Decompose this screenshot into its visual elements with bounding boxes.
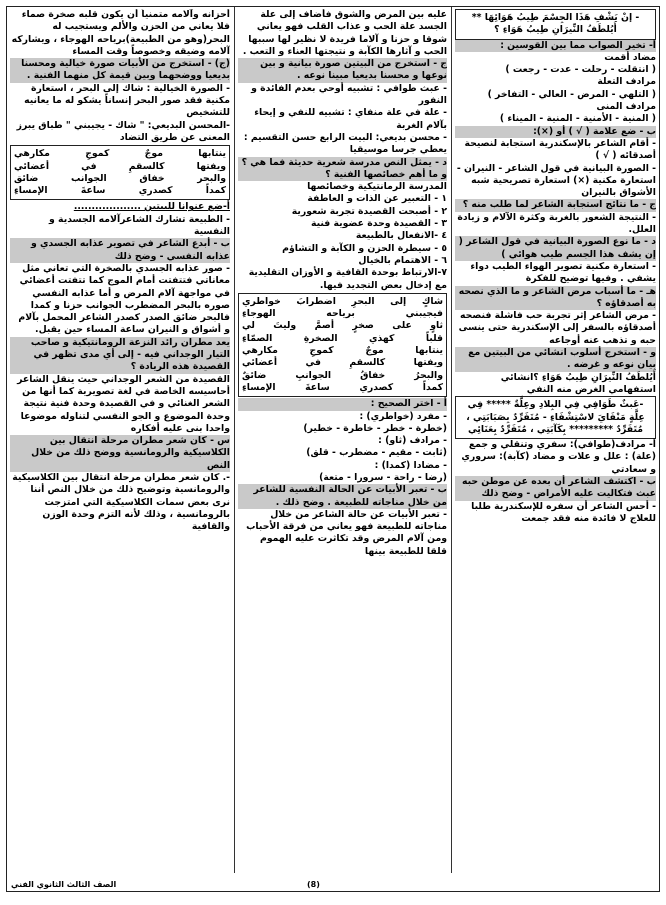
text-paragraph: ٢ - أصبحت القصيدة تجربة شعورية: [291, 205, 447, 217]
text-paragraph: - الصورة الخيالية : شاك إلى البحر ، استعارة مكنية فقد صور البحر إنساناً يشكو له ما يعانيه للتشخيص: [24, 82, 230, 119]
text-paragraph: - علة في علة منفاي : تشبيه للنفي و إيحاء بآلام الغربة: [254, 107, 447, 131]
question-text: أ- تخير الصواب مما بين القوسين :: [455, 40, 656, 52]
column-divider: [451, 7, 452, 873]
question-text: هـ - ما أسباب مرض الشاعر و ما الذي نصحه به أصدقاؤه ؟: [455, 286, 656, 311]
text-paragraph: ( التلهي - المرض - العالي - التفاخر ): [487, 88, 656, 100]
text-paragraph: ٤ -الانفعال بالطبيعة: [355, 230, 447, 242]
verse-box: -عَبثٌ طَوَافِي فِي البِلادِ وعِلَّةٌ ***** فِي عِلَّةٍ مَنْفَايَ لاسْتِشْفَاءِ - مُتَفَرِّدٌ بِصَبَابَتِي ، مُتَفَرِّدٌ ********* بِكَآبَتِي ، مُتَفَرِّدٌ بِعَنَائِي: [455, 396, 656, 439]
poem-line: قلباً كهذي الصخرةِ الصمّاءِ: [242, 332, 443, 344]
poem-line: كمداً كصدري ساعةَ الإمساءِ: [242, 381, 443, 393]
text-paragraph: ٦ - الاهتمام بالخيال: [358, 254, 447, 266]
text-paragraph: - أحس الشاعر أن سفره للإسكندرية طلبا للعلاج لا فائدة منه فقد جمعت: [471, 500, 656, 524]
grade-label: الصف الثالث الثانوي الفني: [11, 880, 117, 889]
page: [6, 6, 660, 892]
question-text: د - ما نوع الصورة البيانية في قول الشاعر ( إن يشف هذا الجسم طيب هوائي ): [455, 236, 656, 261]
text-paragraph: - الطبيعة تشارك الشاعرآلامه الجسدية و النفسية: [49, 213, 230, 238]
text-paragraph: (خطرة - خطر - خاطرة - خطير): [303, 422, 447, 434]
question-text: ج - استخرج من البيتين صورة بيانية و بين نوعها و محسنا بديعيا مبينا نوعه .: [238, 58, 447, 83]
left-bottom-block: [10, 201, 230, 533]
text-paragraph: (رضا - راحة - سرورا - متعة): [319, 471, 447, 483]
text-paragraph: ( انتقلت - رحلت - عدت - رجعت ): [505, 64, 656, 76]
column-right: [455, 9, 656, 871]
middle-top-block: [238, 9, 447, 292]
question-text: ب - تعبر الأبيات عن الحالة النفسية للشاعر من خلال مناجاته للطبيعة . وضح ذلك .: [238, 484, 447, 509]
left-top-block: [10, 9, 230, 144]
question-text: ب - اكتشف الشاعر أن بعده عن موطن حبه عبث فتكاليت عليه الأمراض - وضح ذلك: [455, 476, 656, 501]
poem-line: كمداً كصدري ساعةَ الإمساءِ: [14, 185, 226, 197]
text-paragraph: المدرسة الرمانتيكية وخصائصها: [307, 181, 447, 193]
text-paragraph: أحزانه وآلامه متمنياً أن يكون قلبه صخرة صماء فلا يعاني من الحزن والألم ويستجيب له البحر(وهو من الطبيعة)برياحه الهوجاء ، ويشاركه آلامه وضيقه وخصوصاً وقت المساء: [11, 9, 230, 57]
text-paragraph: - استعارة مكنية تصوير الهواء الطيب دواء يشفي . وفيها توضيح للفكرة: [470, 260, 656, 285]
text-paragraph: ٧-الارتباط بوحدة القافية و الأوزان التقليدية مع إدخال بعض التجديد فيها.: [248, 267, 447, 291]
text-paragraph: (ثابت - مقيم - مضطرب - قلق): [306, 447, 447, 459]
text-paragraph: ٥ - سيطرة الحزن و الكآبة و التشاؤم: [282, 242, 447, 254]
middle-bottom-block: [238, 398, 447, 558]
column-left: [10, 9, 230, 871]
text-paragraph: - مرض الشاعر إثر تجربة حب فاشلة فنصحه أصدقاؤه بالسفر إلى الإسكندرية حتى ينسى حبه و تذهب عنه أوجاعه: [458, 310, 656, 346]
text-paragraph: - النتيجة الشعور بالغربة وكثرة الآلام و زيادة العلل.: [457, 211, 656, 236]
text-paragraph: - مضادا (كمدا) :: [374, 459, 447, 471]
question-text: أ - اختر الصحيح :: [238, 398, 447, 410]
question-text: ب - أبدع الشاعر في تصوير عذابه الجسدي و عذابه النفسي - وضح ذلك: [10, 238, 230, 263]
poem-line: ينتابها موجٌ كموجِ مكارهي: [14, 148, 226, 160]
question-text: (ج) - استخرج من الأبيات صورة خيالية ومحسنا بديعيا ووضحهما وبين قيمة كل منهما الفنية .: [10, 58, 230, 83]
text-paragraph: مرادف المنى: [596, 101, 656, 113]
question-text: د - يمثل النص مدرسة شعرية حديثة فما هي ؟ و ما أهم خصائصها الفنية ؟: [238, 157, 447, 182]
text-paragraph: - صور عذابه الجسدي بالصخرة التي تعاني مثل معاناتي فتتفتت أمام الموج كما تتفتت أعضائي في مواجهة آلام المرض و أما عذابه النفسي صوره بالبحر المضطرب الجوانب حزنا و كمدا فالبحر ضائق الصدر كصدر الشاعر المحمل بآلام و أشواق و النيران ساعة المساء حين يقبل.: [18, 262, 230, 336]
text-paragraph: ٣ - القصيدة وحدة عضوية فنية: [310, 218, 447, 230]
text-paragraph: أ-ضع عنوانا للبيتين ...................: [73, 201, 230, 213]
poem-line: ينتابها موجٌ كموجِ مكارهي: [242, 345, 443, 357]
page-number: (8): [307, 880, 320, 889]
question-text: ب - ضع علامة ( √ ) أو (×):: [455, 126, 656, 138]
text-paragraph: ( المنية - الأمنية - المنية - الميناء ): [499, 113, 656, 125]
text-paragraph: القصيدة من الشعر الوجداني حيث ينقل الشاعر أحاسيسه الخاصة في لغة تصويرية كما أنها من الشعر الغنائي و في القصيدة وحدة فنية نتيجة وحدة الموضوع و الجو النفسي لتناوله موضوعا واحدا بنى عليه أفكاره: [17, 373, 230, 434]
text-paragraph: - عبث طوافي : تشبيه أوحي بعدم الفائدة و النفور: [251, 82, 447, 107]
question-text: ج - ما نتائج استجابة الشاعر لما طلب منه ؟: [455, 199, 656, 211]
question-text: س - كان شعر مطران مرحلة انتقال بين الكلاسيكية والرومانسية ووضح ذلك من خلال النص: [10, 435, 230, 472]
text-paragraph: - الصورة البيانية في قول الشاعر - النيران - استعارة مكنية (×) استعارة تصريحية شبه الأشواق بالنيران: [456, 162, 656, 199]
text-paragraph: - مرادف (ثاو) :: [378, 435, 447, 447]
poem-line: والبحرُ خفاقُ الجوانبِ ضائقٌ: [242, 369, 443, 381]
poem-box-middle: [238, 293, 447, 397]
text-paragraph: أ- مرادف(طوافي): سفري وتنقلي و جمع (علة) : علل و علات و مضاد (كآبة): سروري و سعادتي: [461, 439, 656, 475]
question-text: و - استخرج أسلوب انشائي من البيتين مع بيان نوعه و غرضه .: [455, 347, 656, 372]
verse-box: - إنْ يَشْفِ هَذَا الجِسْمَ طِيبُ هَوَائِهَا ** أَيُلطَفُ النِّيرَانِ طِيبُ هَوَاءِ ؟: [455, 9, 656, 40]
poem-line: ويفتها كالسقمِ في أعضائي: [14, 160, 226, 172]
text-paragraph: -. كان شعر مطران مرحلة انتقال بين الكلاسيكية والرومانسية وتوضيح ذلك من خلال النص أننا نرى بعض سمات الكلاسيكية التي امتزجت بالرومانسية ، وذلك لأنه التزم وحدة الوزن والقافية: [12, 471, 230, 533]
poem-line: شاكٍ إلى البحرِ اضطرابَ خواطري: [242, 295, 443, 307]
text-paragraph: - مفرد (خواطري) :: [359, 410, 447, 422]
column-divider: [234, 7, 235, 873]
text-paragraph: أَيُلطَفُ النِّيرَانِ طِيبُ هَوَاءِ ؟انشائي استفهامي الغرض منه النفي: [500, 371, 656, 395]
text-paragraph: ١ - التعبير عن الذات و العاطفة: [307, 193, 447, 205]
text-paragraph: - محسن بديعي: البيت الرابع حسن التقسيم : يعطي جرسا موسيقيا: [243, 131, 447, 156]
text-paragraph: - أقام الشاعر بالإسكندرية استجابة لنصيحة أصدقائه ( √ ): [464, 137, 656, 162]
poem-line: ويفتها كالسقمِ في أعضائي: [242, 357, 443, 369]
text-paragraph: -المحسن البديعي: " شاك - يجيبني " طباق يبرز المعنى عن طريق التضاد: [16, 119, 230, 143]
text-paragraph: عليه بين المرض والشوق فأضاف إلى علة الجسد علة الحب و عذاب القلب فهو يعاني شوقا و حزنا و آلاما فريدة لا نظير لها سببها الحب و آثارها الكآبة و نتيجتها العناء و التعب .: [242, 9, 447, 57]
poem-line: والبحر خفاق الجوانب ضائق: [14, 172, 226, 184]
text-paragraph: - تعبر الأبيات عن حالة الشاعر من خلال مناجاته للطبيعة فهو يعاني من فرقة الأحباب ومن آلام المرض وقد تكاثرت عليه الهموم قلقا للطبيعة بينها: [246, 508, 447, 557]
poem-box-left: [10, 145, 230, 200]
page-footer: [7, 873, 659, 889]
column-middle: [238, 9, 447, 871]
poem-line: فيجيبني برياحه الهوجاءِ: [242, 308, 443, 320]
question-text: يعد مطران رائد النزعة الرومانتيكية و صاحب التيار الوجداني فيه - إلى أي مدى تظهر في القصيدة هذه الريادة ؟: [10, 337, 230, 374]
poem-line: ثاوٍ على صخرٍ أصمَّ وليتَ لي: [242, 320, 443, 332]
text-paragraph: مرادف التعلة: [597, 76, 656, 88]
text-paragraph: مضاد أقمت: [604, 51, 656, 63]
